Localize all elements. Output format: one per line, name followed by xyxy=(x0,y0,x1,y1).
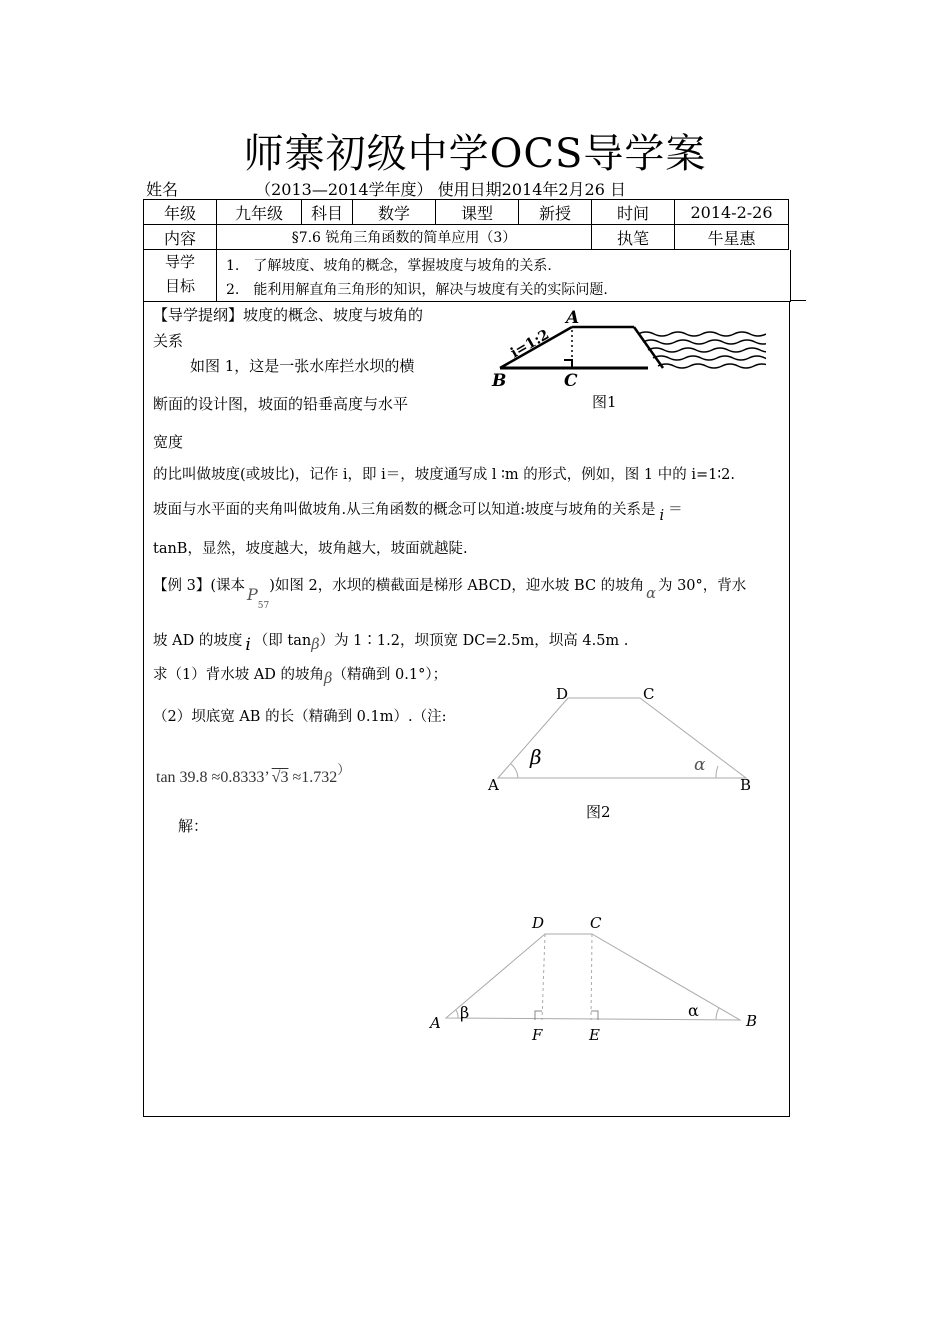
time-value: 2014-2-26 xyxy=(675,200,789,225)
math-subscript: 57 xyxy=(257,601,270,611)
point-label: A xyxy=(488,776,499,794)
example-text: )如图 2，水坝的横截面是梯形 ABCD，迎水坡 BC 的坡角 xyxy=(269,578,645,594)
learning-goals xyxy=(143,250,791,302)
point-label: D xyxy=(532,914,545,932)
outline-heading-cont: 关系 xyxy=(153,332,184,350)
point-label: A xyxy=(430,1014,441,1032)
point-label: E xyxy=(589,1026,600,1044)
angle-arc xyxy=(716,1008,719,1019)
example-text: ）为 1∶1.2，坝顶宽 DC=2.5m，坝高 4.5m . xyxy=(319,633,629,649)
formula-tan: tan 39.8 ≈0.8333’ xyxy=(156,769,270,786)
content-label: 内容 xyxy=(144,225,217,250)
question-text: 求（1）背水坡 AD 的坡角 xyxy=(153,667,325,683)
point-label: C xyxy=(643,685,655,703)
angle-label: β xyxy=(530,745,542,769)
time-label: 时间 xyxy=(592,200,675,225)
figure-3 xyxy=(424,910,770,1048)
wave-line xyxy=(643,340,766,344)
goals-label-line2: 目标 xyxy=(164,277,195,295)
point-label: A xyxy=(566,308,580,328)
grade-value: 九年级 xyxy=(217,200,302,225)
author-value: 牛星惠 xyxy=(675,225,789,250)
subject-value: 数学 xyxy=(353,200,436,225)
goal-item: 2. 能利用解直角三角形的知识，解决与坡度有关的实际问题. xyxy=(226,282,608,298)
solution-label: 解： xyxy=(178,817,209,835)
math-i: i xyxy=(659,508,665,524)
angle-label: α xyxy=(688,1001,699,1020)
math-i: i xyxy=(245,635,251,655)
content-value: §7.6 锐角三角函数的简单应用（3） xyxy=(217,225,592,250)
paragraph-text: 坡面与水平面的夹角叫做坡角.从三角函数的概念可以知道:坡度与坡角的关系是 xyxy=(153,502,656,518)
formula-paren: ） xyxy=(337,762,351,777)
height-line xyxy=(591,934,592,1020)
divider xyxy=(790,300,806,301)
math-alpha: α xyxy=(646,586,656,602)
goals-label-line1: 导学 xyxy=(164,253,195,271)
grade-label: 年级 xyxy=(144,200,217,225)
wave-line xyxy=(653,356,766,360)
school-year: （2013—2014学年度） xyxy=(255,180,433,199)
goal-item: 1. 了解坡度、坡角的概念，掌握坡度与坡角的关系. xyxy=(226,258,552,274)
outline-heading: 【导学提纲】坡度的概念、坡度与坡角的 xyxy=(153,306,424,324)
example-text: （即 tan xyxy=(253,633,312,649)
angle-arc xyxy=(456,1010,458,1018)
table-row xyxy=(144,225,789,250)
figure-caption: 图1 xyxy=(592,393,617,411)
math-p: P xyxy=(247,585,258,604)
paragraph-line: tanB，显然，坡度越大，坡角越大，坡面就越陡. xyxy=(153,541,468,557)
use-date: 使用日期2014年2月26 日 xyxy=(437,180,627,199)
subject-label: 科目 xyxy=(302,200,353,225)
type-value: 新授 xyxy=(519,200,592,225)
paragraph-line: 的比叫做坡度(或坡比)，记作 i，即 i＝，坡度通写成 l ∶m 的形式，例如，图 1 中的 i=1∶2. xyxy=(153,467,735,483)
info-table xyxy=(143,199,789,250)
name-label: 姓名 xyxy=(146,180,179,199)
sub-header-line xyxy=(146,177,626,200)
type-label: 课型 xyxy=(436,200,519,225)
water-waves xyxy=(638,332,766,368)
question-line xyxy=(153,663,448,687)
point-label: D xyxy=(556,685,569,703)
math-equals: ＝ xyxy=(668,502,683,518)
formula-approx: ≈1.732 xyxy=(292,769,338,786)
paragraph-line xyxy=(153,498,683,524)
angle-label: α xyxy=(694,755,706,775)
goals-items xyxy=(226,254,608,302)
example-text: 坡 AD 的坡度 xyxy=(153,633,243,649)
wave-line xyxy=(648,348,766,352)
table-row xyxy=(144,200,789,225)
question-line: （2）坝底宽 AB 的长（精确到 0.1m）.（注: xyxy=(153,709,447,725)
example-line xyxy=(153,629,629,655)
goals-label xyxy=(144,250,217,301)
figure-1 xyxy=(488,300,766,412)
paragraph-line: 宽度 xyxy=(153,433,184,451)
formula-sqrt: √3 xyxy=(271,769,289,786)
example-text: 为 30°，背水 xyxy=(657,578,747,594)
angle-arc xyxy=(511,764,518,778)
point-label: F xyxy=(532,1026,543,1044)
page-title: 师寨初级中学OCS导学案 xyxy=(243,131,707,177)
slope-label: i=1:2 xyxy=(508,326,553,362)
paragraph-line: 断面的设计图，坡面的铅垂高度与水平 xyxy=(153,395,409,413)
height-line xyxy=(542,934,545,1020)
example-text: 【例 3】(课本 xyxy=(153,578,245,594)
wave-line xyxy=(658,364,766,368)
example-line xyxy=(153,574,747,611)
point-label: B xyxy=(746,1012,758,1030)
point-label: B xyxy=(492,371,507,391)
point-label: B xyxy=(740,776,752,794)
point-label: C xyxy=(590,914,602,932)
question-text: （精确到 0.1°）； xyxy=(332,667,448,683)
figure-caption: 图2 xyxy=(586,803,611,821)
math-beta: β xyxy=(324,671,333,687)
paragraph-line: 如图 1，这是一张水库拦水坝的横 xyxy=(190,357,415,375)
wave-line xyxy=(638,332,766,336)
figure-2 xyxy=(480,682,770,798)
angle-label: β xyxy=(460,1003,470,1022)
point-label: C xyxy=(564,371,578,391)
formula xyxy=(156,762,351,787)
math-beta: β xyxy=(311,637,320,653)
author-label: 执笔 xyxy=(592,225,675,250)
angle-arc xyxy=(716,766,718,778)
